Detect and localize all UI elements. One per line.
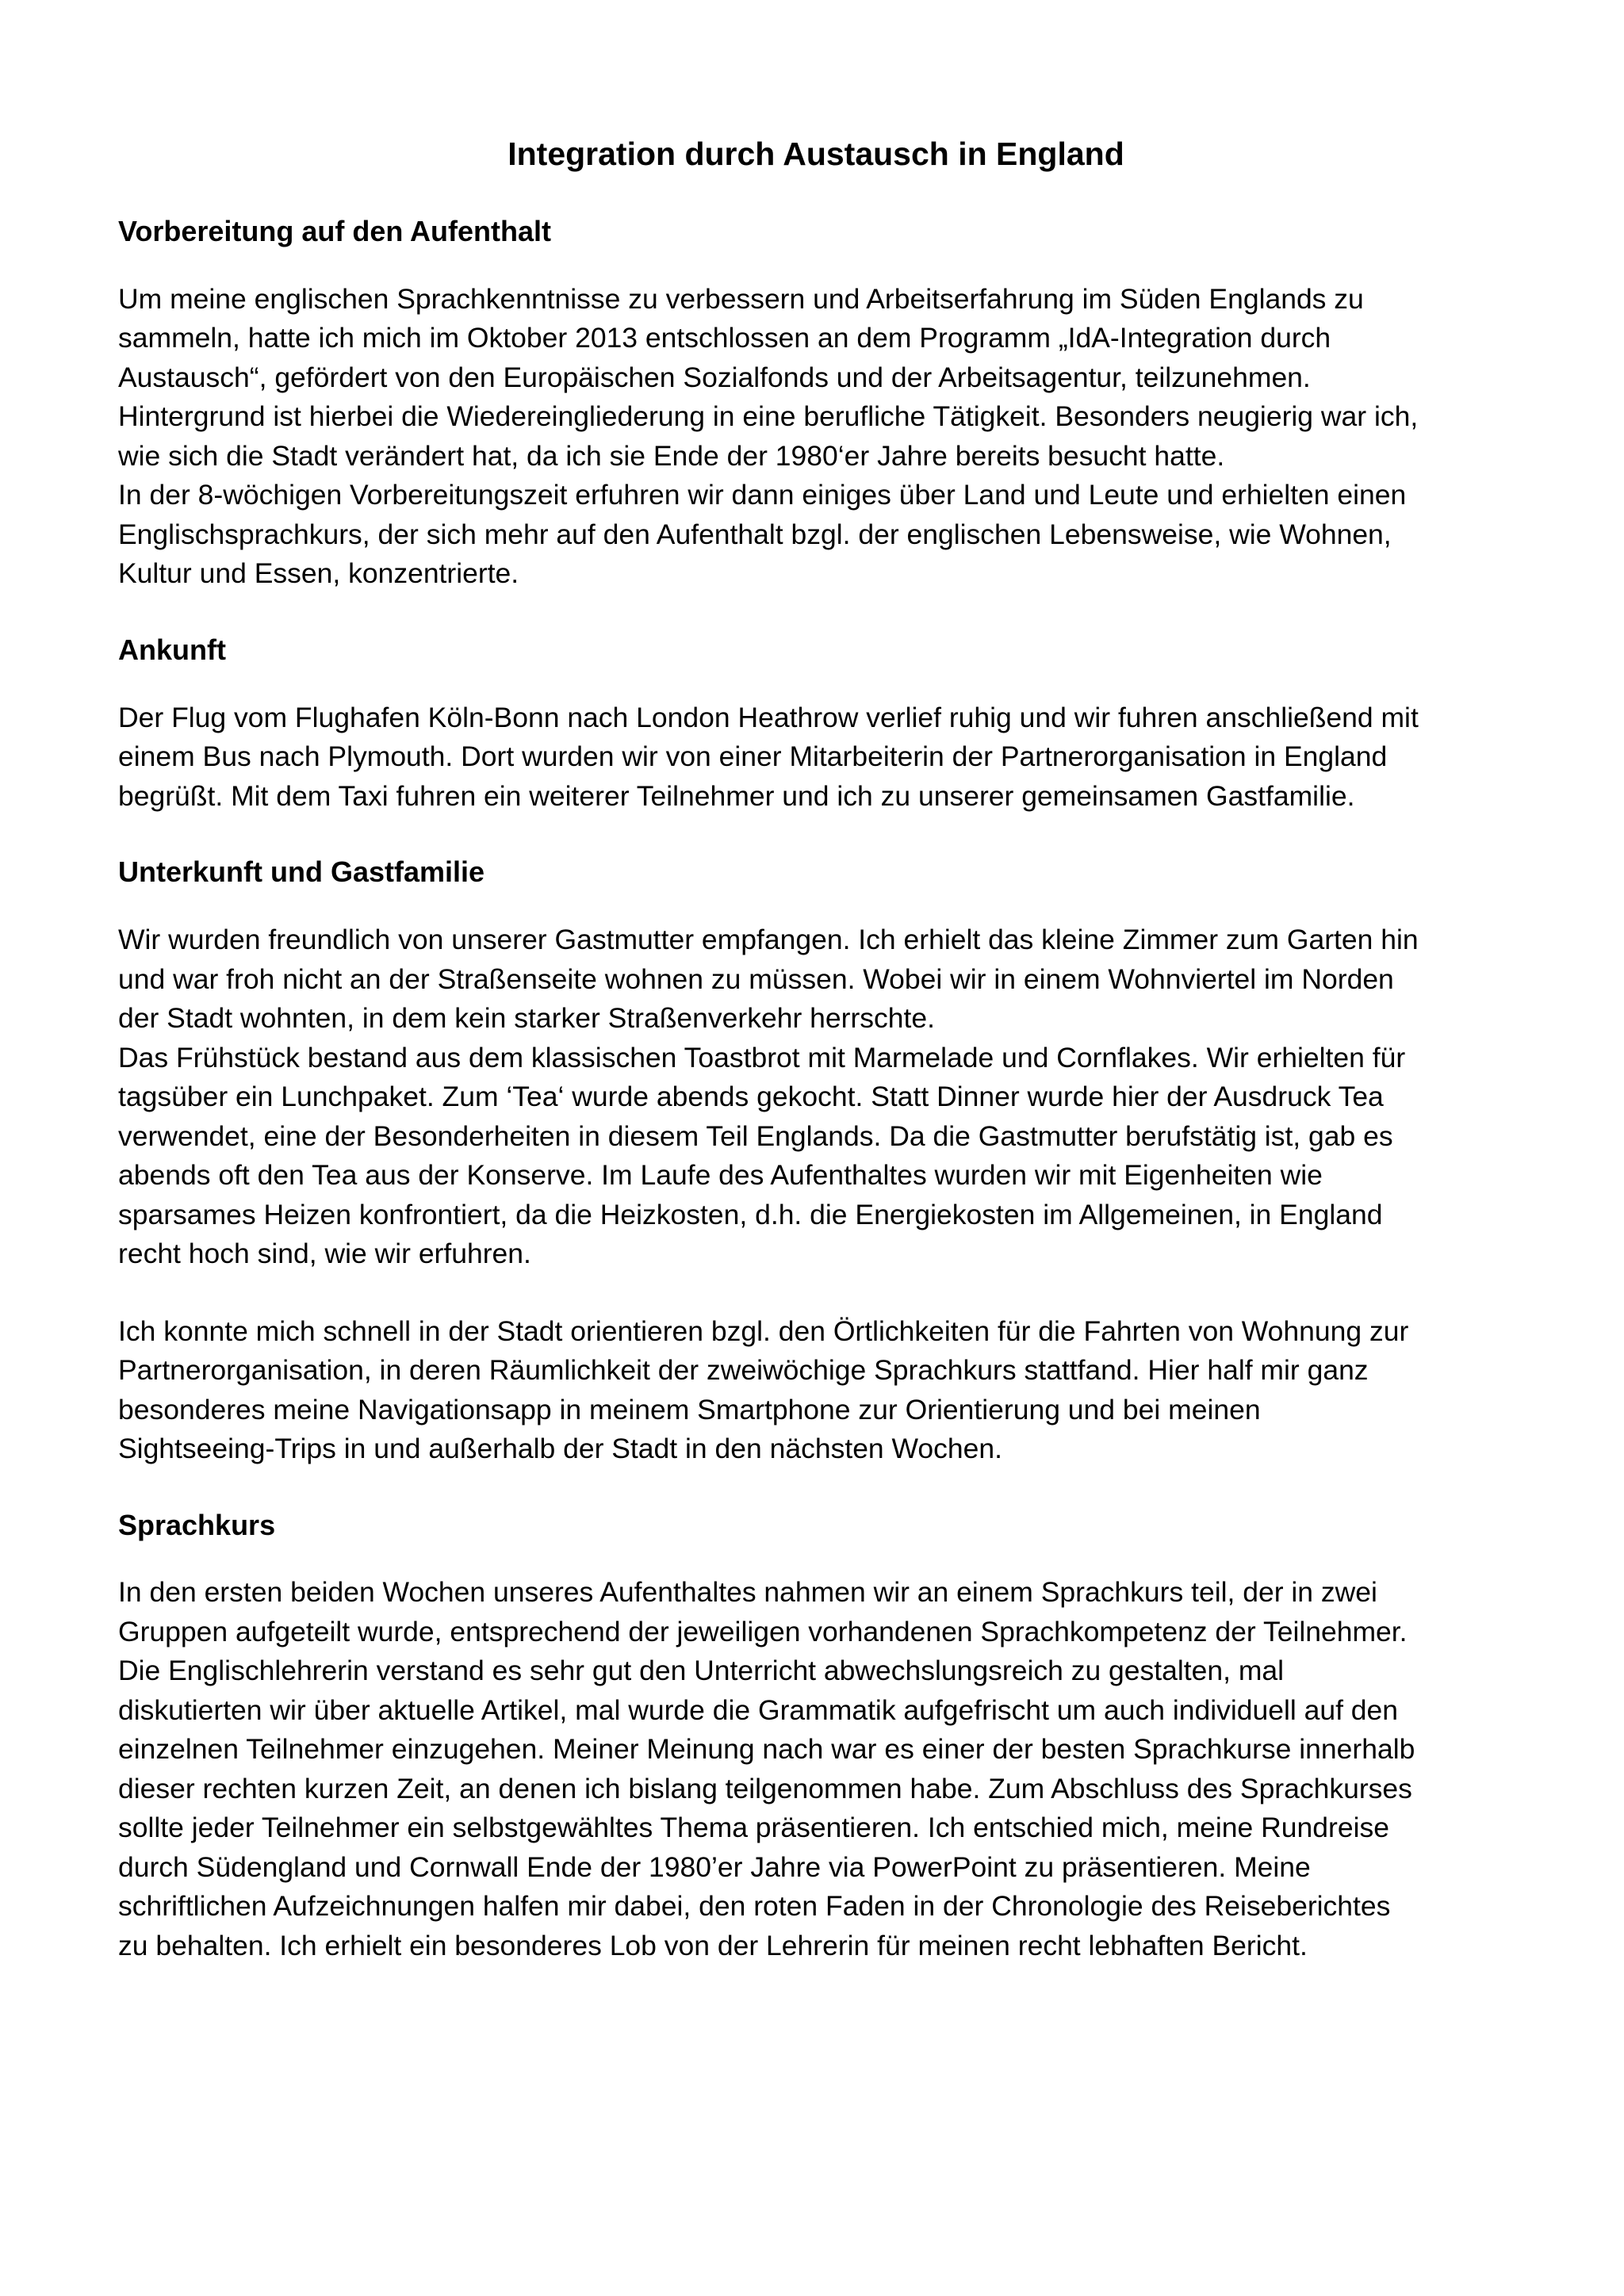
paragraph-line: Gruppen aufgeteilt wurde, entsprechend der jeweiligen vorhandenen Sprachkompetenz der Teilnehmer. — [118, 1615, 1408, 1647]
paragraph-line: einzelnen Teilnehmer einzugehen. Meiner Meinung nach war es einer der besten Sprachkurse innerhalb — [118, 1733, 1415, 1766]
paragraph-line: besonderes meine Navigationsapp in meinem Smartphone zur Orientierung und bei meinen — [118, 1393, 1261, 1425]
paragraph-line: Das Frühstück bestand aus dem klassischen Toastbrot mit Marmelade und Cornflakes. Wir erhielten für — [118, 1041, 1406, 1073]
paragraph-line: abends oft den Tea aus der Konserve. Im Laufe des Aufenthaltes wurden wir mit Eigenheiten wie — [118, 1159, 1323, 1192]
paragraph-spacer — [118, 1469, 1514, 1507]
document-page — [118, 135, 1514, 2003]
paragraph-line: In der 8-wöchigen Vorbereitungszeit erfuhren wir dann einiges über Land und Leute und erhielten einen — [118, 479, 1407, 511]
paragraph — [118, 920, 1514, 1274]
paragraph-line: recht hoch sind, wie wir erfuhren. — [118, 1238, 531, 1270]
paragraph — [118, 280, 1514, 594]
paragraph-line: Kultur und Essen, konzentrierte. — [118, 557, 519, 590]
paragraph — [118, 1312, 1514, 1469]
section-heading: Sprachkurs — [118, 1508, 276, 1541]
document-body — [118, 213, 1514, 2003]
paragraph-line: sammeln, hatte ich mich im Oktober 2013 entschlossen an dem Programm „IdA-Integration durch — [118, 322, 1331, 354]
paragraph-spacer — [118, 1274, 1514, 1312]
paragraph-line: und war froh nicht an der Straßenseite wohnen zu müssen. Wobei wir in einem Wohnviertel im Norden — [118, 962, 1394, 995]
paragraph-line: schriftlichen Aufzeichnungen halfen mir dabei, den roten Faden in der Chronologie des Reiseberichtes — [118, 1890, 1391, 1923]
paragraph — [118, 1573, 1514, 1965]
section — [118, 632, 1514, 854]
paragraph-line: Die Englischlehrerin verstand es sehr gut den Unterricht abwechslungsreich zu gestalten, mal — [118, 1655, 1285, 1687]
paragraph-line: sollte jeder Teilnehmer ein selbstgewähltes Thema präsentieren. Ich entschied mich, meine Rundreise — [118, 1812, 1389, 1844]
paragraph-line: Ich konnte mich schnell in der Stadt orientieren bzgl. den Örtlichkeiten für die Fahrten von Wohnung zur — [118, 1314, 1409, 1347]
paragraph-line: der Stadt wohnten, in dem kein starker Straßenverkehr herrschte. — [118, 1002, 935, 1035]
paragraph-line: tagsüber ein Lunchpaket. Zum ‘Tea‘ wurde abends gekocht. Statt Dinner wurde hier der Ausdruck Tea — [118, 1081, 1384, 1113]
paragraph-spacer — [118, 594, 1514, 632]
section — [118, 1507, 1514, 2004]
section — [118, 854, 1514, 1506]
section-heading: Unterkunft und Gastfamilie — [118, 855, 485, 889]
document-title: Integration durch Austausch in England — [508, 136, 1124, 172]
paragraph-line: Hintergrund ist hierbei die Wiedereingliederung in eine berufliche Tätigkeit. Besonders neugierig war ich, — [118, 400, 1419, 433]
paragraph-line: Englischsprachkurs, der sich mehr auf den Aufenthalt bzgl. der englischen Lebensweise, wie Wohnen, — [118, 518, 1392, 550]
section-heading: Vorbereitung auf den Aufenthalt — [118, 215, 551, 248]
section — [118, 213, 1514, 632]
paragraph-line: Sightseeing-Trips in und außerhalb der Stadt in den nächsten Wochen. — [118, 1433, 1002, 1465]
paragraph-line: Der Flug vom Flughafen Köln-Bonn nach London Heathrow verlief ruhig und wir fuhren anschließend mit — [118, 701, 1419, 733]
paragraph-line: begrüßt. Mit dem Taxi fuhren ein weiterer Teilnehmer und ich zu unserer gemeinsamen Gastfamilie. — [118, 779, 1355, 812]
section-heading: Ankunft — [118, 633, 226, 666]
paragraph-line: Um meine englischen Sprachkenntnisse zu verbessern und Arbeitserfahrung im Süden Englands zu — [118, 282, 1364, 315]
paragraph-line: sparsames Heizen konfrontiert, da die Heizkosten, d.h. die Energiekosten im Allgemeinen, in England — [118, 1198, 1383, 1230]
paragraph-spacer — [118, 816, 1514, 854]
paragraph-line: diskutierten wir über aktuelle Artikel, mal wurde die Grammatik aufgefrischt um auch individuell auf den — [118, 1693, 1399, 1726]
paragraph — [118, 698, 1514, 817]
paragraph-line: dieser rechten kurzen Zeit, an denen ich bislang teilgenommen habe. Zum Abschluss des Sprachkurses — [118, 1772, 1412, 1804]
paragraph-line: wie sich die Stadt verändert hat, da ich sie Ende der 1980‘er Jahre bereits besucht hatte. — [118, 439, 1225, 472]
paragraph-line: zu behalten. Ich erhielt ein besonderes Lob von der Lehrerin für meinen recht lebhaften Bericht. — [118, 1929, 1308, 1961]
paragraph-line: Wir wurden freundlich von unserer Gastmutter empfangen. Ich erhielt das kleine Zimmer zum Garten hin — [118, 924, 1419, 956]
paragraph-line: durch Südengland und Cornwall Ende der 1980’er Jahre via PowerPoint zu präsentieren. Meine — [118, 1850, 1311, 1883]
paragraph-line: In den ersten beiden Wochen unseres Aufenthaltes nahmen wir an einem Sprachkurs teil, der in zwei — [118, 1576, 1377, 1609]
paragraph-spacer — [118, 1965, 1514, 2003]
paragraph-line: Austausch“, gefördert von den Europäischen Sozialfonds und der Arbeitsagentur, teilzunehmen. — [118, 361, 1311, 393]
paragraph-line: verwendet, eine der Besonderheiten in diesem Teil Englands. Da die Gastmutter berufstätig ist, gab es — [118, 1119, 1393, 1152]
paragraph-line: einem Bus nach Plymouth. Dort wurden wir von einer Mitarbeiterin der Partnerorganisation in England — [118, 740, 1388, 773]
paragraph-line: Partnerorganisation, in deren Räumlichkeit der zweiwöchige Sprachkurs stattfand. Hier half mir ganz — [118, 1354, 1369, 1387]
